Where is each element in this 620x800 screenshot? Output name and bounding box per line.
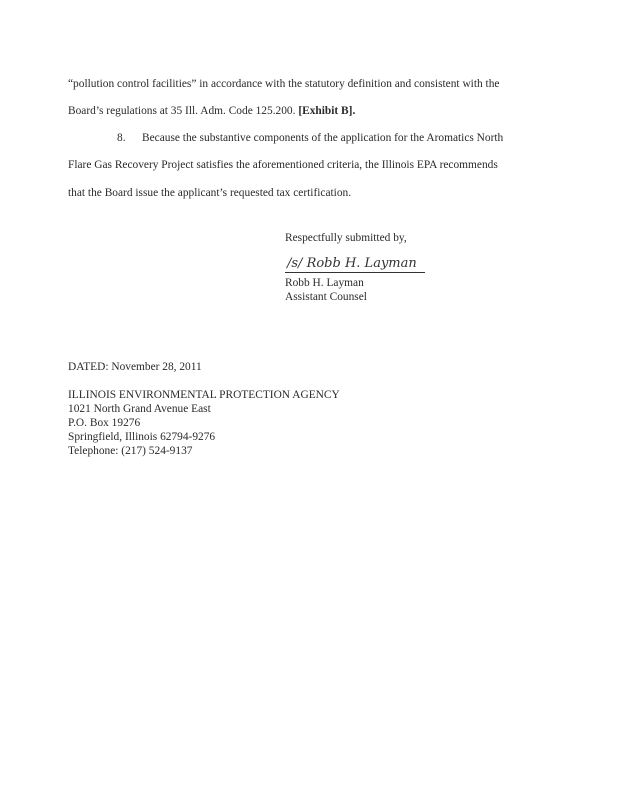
paragraph-7-line-1: “pollution control facilities” in accordance with the statutory definition and consistent with the [68,78,500,90]
closing-text: Respectfully submitted by, [285,232,407,244]
date-line: DATED: November 28, 2011 [68,361,202,373]
agency-street: 1021 North Grand Avenue East [68,403,211,415]
agency-city: Springfield, Illinois 62794-9276 [68,431,216,443]
signature-line [285,272,425,273]
agency-po-box: P.O. Box 19276 [68,417,141,429]
paragraph-8-line-2: Flare Gas Recovery Project satisfies the aforementioned criteria, the Illinois EPA recommends [68,159,498,171]
paragraph-7-line-2 [68,104,355,118]
agency-name: ILLINOIS ENVIRONMENTAL PROTECTION AGENCY [68,389,340,401]
signer-name: Robb H. Layman [285,277,364,289]
exhibit-b-reference: [Exhibit B]. [298,105,356,117]
paragraph-8-number: 8. [117,132,126,144]
signature: /s/ Robb H. Layman [287,256,417,271]
paragraph-8-line-3: that the Board issue the applicant’s requested tax certification. [68,187,352,199]
agency-phone: Telephone: (217) 524-9137 [68,445,193,457]
signer-title: Assistant Counsel [285,291,367,303]
paragraph-7-line-2-text: Board’s regulations at 35 Ill. Adm. Code 125.200. [68,105,299,117]
paragraph-8-line-1: Because the substantive components of the application for the Aromatics North [142,132,504,144]
